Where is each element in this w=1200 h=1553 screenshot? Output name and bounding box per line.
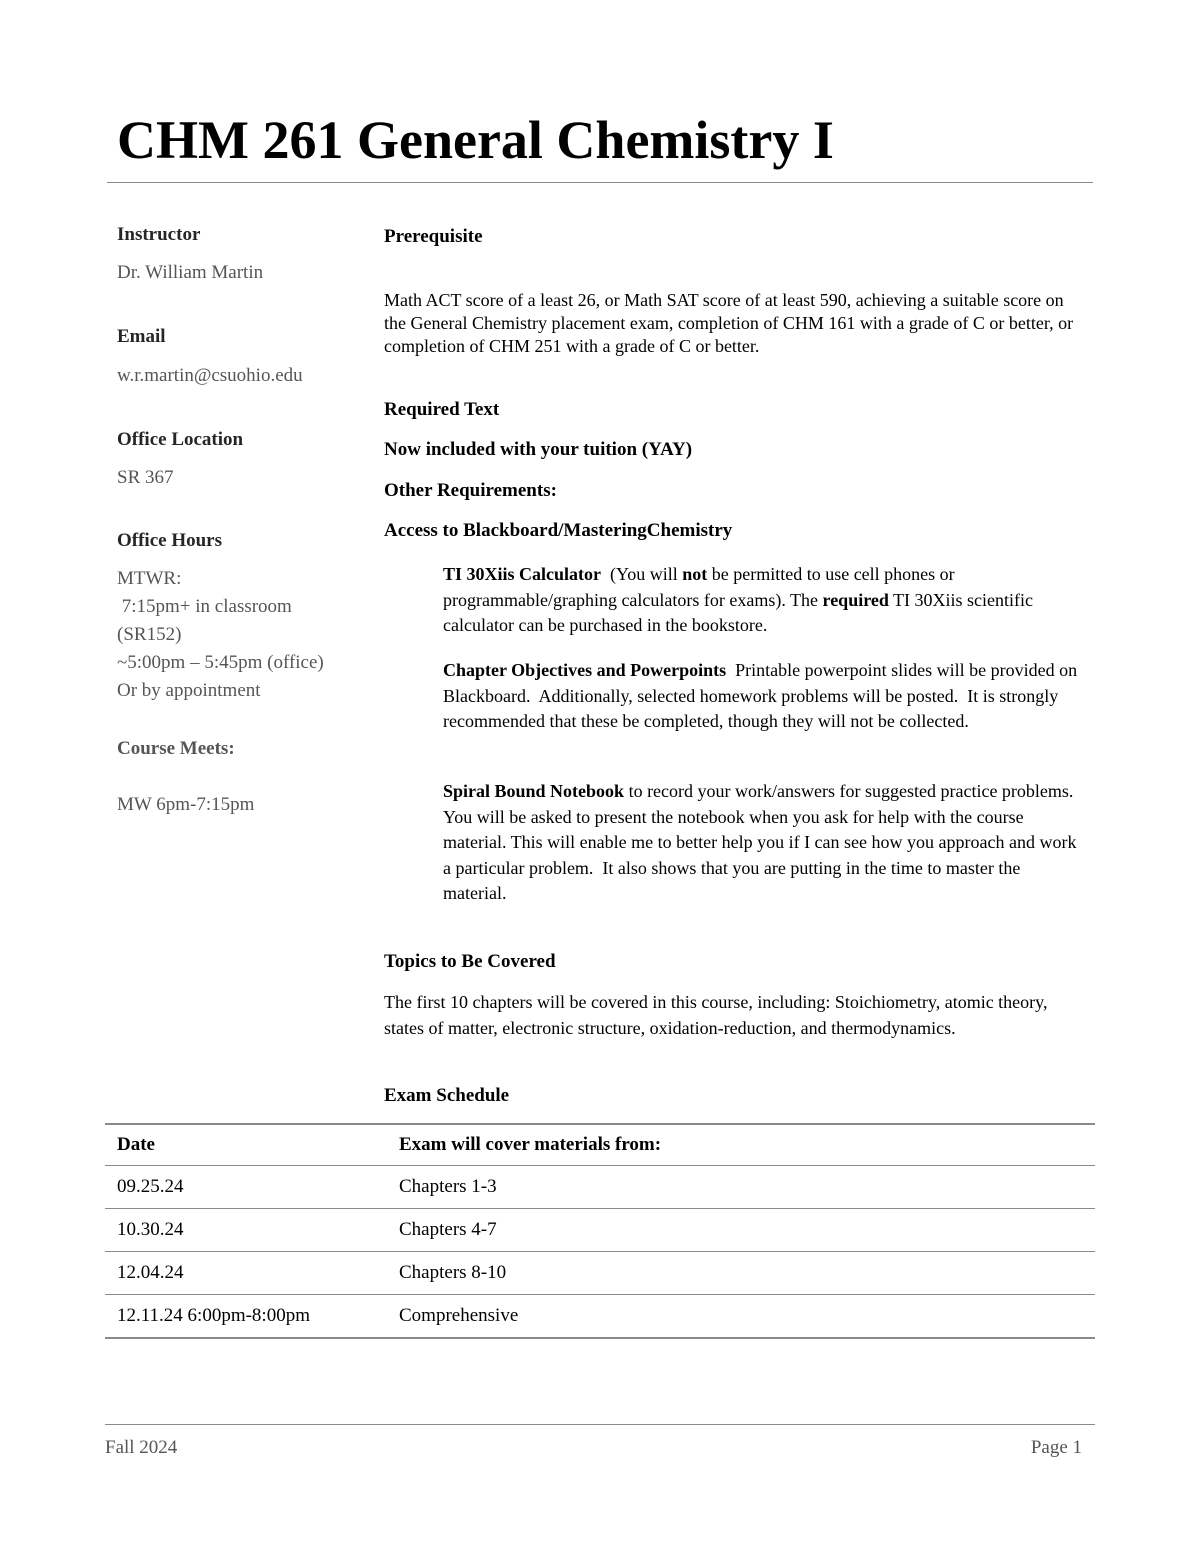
- footer-page-number: Page 1: [1030, 1437, 1082, 1458]
- calculator-not-emphasis: not: [682, 564, 708, 584]
- chapter-objectives-item: [443, 658, 1088, 735]
- calculator-required-emphasis: required: [822, 589, 889, 610]
- office-hours-line: (SR152): [117, 624, 182, 645]
- table-header-row: [105, 1124, 1095, 1166]
- exam-date-cell: 10.30.24: [117, 1219, 184, 1240]
- table-row: [105, 1209, 1095, 1252]
- course-meets-label: Course Meets:: [117, 738, 235, 759]
- chapter-objectives-text: Printable powerpoint slides will be provided on Blackboard. Additionally, selected homework problems will be posted. It is strongly recommended that these be completed, though they will not be collected.: [443, 660, 1082, 731]
- prerequisite-heading: Prerequisite: [384, 226, 483, 247]
- exam-materials-cell: Chapters 4-7: [399, 1219, 497, 1240]
- office-hours-line: 7:15pm+ in classroom: [117, 596, 292, 617]
- topics-heading: Topics to Be Covered: [384, 951, 556, 972]
- office-hours-line: MTWR:: [117, 568, 182, 589]
- notebook-text: to record your work/answers for suggested practice problems. You will be asked to present the notebook when you ask for help with the course material. This will enable me to better help you if I can see how you approach and work a particular problem. It also shows that you are putting in the time to master the material.: [443, 781, 1081, 903]
- table-row: [105, 1166, 1095, 1209]
- prerequisite-text: Math ACT score of a least 26, or Math SAT score of at least 590, achieving a suitable score on the General Chemistry placement exam, completion of CHM 161 with a grade of C or better, or completion of CHM 251 with a grade of C or better.: [384, 290, 1074, 356]
- office-hours-label: Office Hours: [117, 530, 223, 551]
- calculator-text-3: TI 30Xiis scientific calculator can be purchased in the bookstore.: [443, 589, 1034, 635]
- office-hours-line: Or by appointment: [117, 680, 261, 701]
- calculator-item: [443, 562, 1088, 639]
- other-requirements-heading: Other Requirements:: [384, 480, 557, 501]
- exam-schedule-table: [105, 1123, 1095, 1339]
- office-location-value: SR 367: [117, 467, 174, 488]
- exam-date-cell: 09.25.24: [117, 1176, 184, 1197]
- calculator-text-1: (You will: [601, 564, 683, 584]
- title-divider: [107, 182, 1093, 183]
- required-text-heading: Required Text: [384, 399, 500, 420]
- required-text-note: Now included with your tuition (YAY): [384, 439, 693, 460]
- chapter-objectives-title: Chapter Objectives and Powerpoints: [443, 660, 727, 680]
- exam-date-cell: 12.04.24: [117, 1262, 184, 1283]
- instructor-value: Dr. William Martin: [117, 262, 264, 283]
- office-hours-line: ~5:00pm – 5:45pm (office): [117, 652, 324, 673]
- column-header-date: Date: [117, 1134, 155, 1155]
- table-row: [105, 1295, 1095, 1339]
- email-label: Email: [117, 326, 166, 347]
- exam-materials-cell: Chapters 8-10: [399, 1262, 507, 1283]
- table-row: [105, 1252, 1095, 1295]
- exam-date-cell: 12.11.24 6:00pm-8:00pm: [117, 1305, 310, 1326]
- email-value: w.r.martin@csuohio.edu: [117, 365, 303, 386]
- footer-term: Fall 2024: [105, 1437, 178, 1458]
- exam-materials-cell: Comprehensive: [399, 1305, 519, 1326]
- access-heading: Access to Blackboard/MasteringChemistry: [384, 520, 733, 541]
- footer-divider: [105, 1424, 1095, 1425]
- topics-text: The first 10 chapters will be covered in this course, including: Stoichiometry, atomic theory, states of matter, electronic structure, oxidation-reduction, and thermodynamics.: [384, 992, 1048, 1038]
- notebook-title: Spiral Bound Notebook: [443, 781, 625, 801]
- exam-materials-cell: Chapters 1-3: [399, 1176, 497, 1197]
- course-meets-value: MW 6pm-7:15pm: [117, 794, 255, 815]
- calculator-item-title: TI 30Xiis Calculator: [443, 564, 602, 584]
- notebook-item: [443, 779, 1088, 907]
- exam-schedule-heading: Exam Schedule: [384, 1085, 510, 1106]
- office-hours-value: [117, 565, 324, 705]
- instructor-label: Instructor: [117, 224, 201, 245]
- calculator-text-2: be permitted to use cell phones or programmable/graphing calculators for exams). The: [443, 564, 955, 610]
- office-location-label: Office Location: [117, 429, 244, 450]
- page-title: CHM 261 General Chemistry I: [117, 110, 834, 170]
- column-header-materials: Exam will cover materials from:: [399, 1134, 662, 1155]
